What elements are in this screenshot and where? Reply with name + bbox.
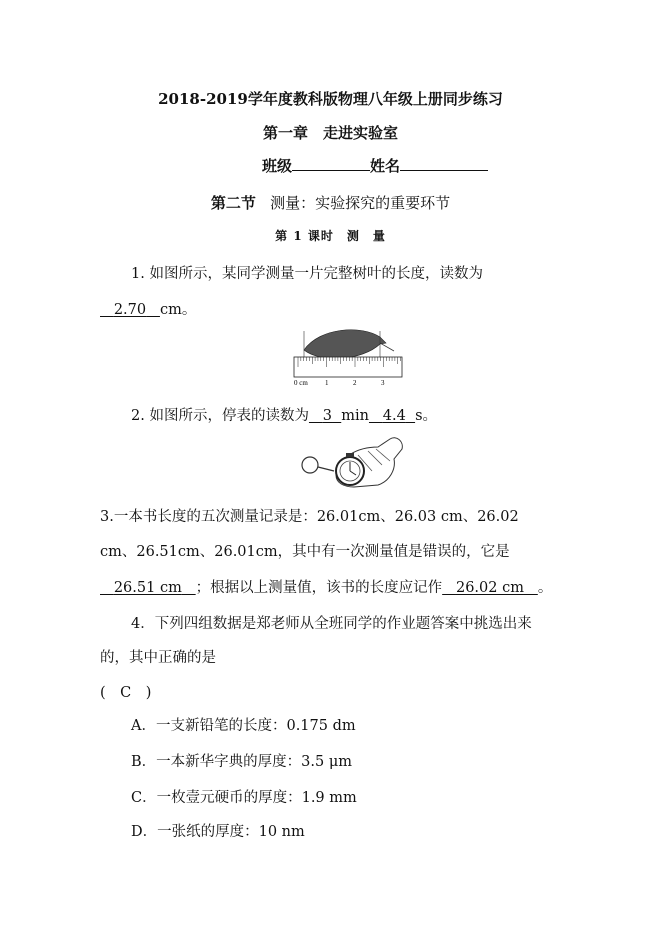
worksheet-title: 2018-2019学年度教科版物理八年级上册同步练习 <box>158 90 503 108</box>
q3-answer2: 26.02 cm <box>455 580 524 596</box>
ruler-label-2: 2 <box>353 379 357 387</box>
q4-line2: 的，其中正确的是 <box>100 650 216 666</box>
class-blank <box>292 156 370 171</box>
chapter-title: 第一章 走进实验室 <box>262 124 398 142</box>
q1-answer-line <box>100 298 196 319</box>
name-label: 姓名 <box>370 157 401 175</box>
ruler-label-0: 0 cm <box>294 379 308 387</box>
lesson-title: 第 1 课时 测 量 <box>275 229 386 243</box>
q3-answer1: 26.51 cm <box>113 580 182 596</box>
q4-option-b: B．一本新华字典的厚度：3.5 μm <box>131 754 352 770</box>
q3-line2: cm、26.51cm、26.01cm，其中有一次测量值是错误的，它是 <box>100 544 510 560</box>
leaf-ruler-figure <box>290 323 405 389</box>
lens-ring <box>302 457 318 473</box>
ruler-label-1: 1 <box>325 379 329 387</box>
q1-answer: 2.70 <box>113 302 147 318</box>
q2-sec-answer: 4.4 <box>382 408 406 424</box>
q2-line <box>131 404 437 425</box>
q1-unit: cm。 <box>159 302 197 318</box>
section-heading <box>0 192 661 213</box>
q4-option-a: A．一支新铅笔的长度：0.175 dm <box>131 718 356 734</box>
q3-mid: ；根据以上测量值，该书的长度应记作 <box>195 580 443 596</box>
q3-line3 <box>100 576 552 597</box>
q4-line1: 4．下列四组数据是郑老师从全班同学的作业题答案中挑选出来 <box>131 616 532 632</box>
ruler-body <box>294 357 402 377</box>
class-name-line <box>262 155 488 176</box>
q2-sec-unit: s。 <box>415 408 438 424</box>
leaf-shape <box>304 330 386 359</box>
stopwatch-figure <box>298 425 410 495</box>
q3-line1: 3.一本书长度的五次测量记录是：26.01cm、26.03 cm、26.02 <box>100 509 519 525</box>
name-blank <box>400 156 488 171</box>
q3-end: 。 <box>537 580 553 596</box>
section-label: 第二节 <box>210 194 256 212</box>
q2-min-unit: min <box>341 408 369 424</box>
class-label: 班级 <box>262 157 293 175</box>
q2-min-answer: 3 <box>322 408 333 424</box>
q4-option-c: C．一枚壹元硬币的厚度：1.9 mm <box>131 790 357 806</box>
section-title: 测量：实验探究的重要环节 <box>270 194 451 212</box>
q2-text: 2. 如图所示，停表的读数为 <box>131 408 309 424</box>
q4-answer: ( C ) <box>100 685 152 701</box>
stopwatch-crown <box>346 453 354 457</box>
q4-option-d: D．一张纸的厚度：10 nm <box>131 824 305 840</box>
ruler-label-3: 3 <box>381 379 385 387</box>
q1-text: 1. 如图所示，某同学测量一片完整树叶的长度，读数为 <box>131 266 483 282</box>
